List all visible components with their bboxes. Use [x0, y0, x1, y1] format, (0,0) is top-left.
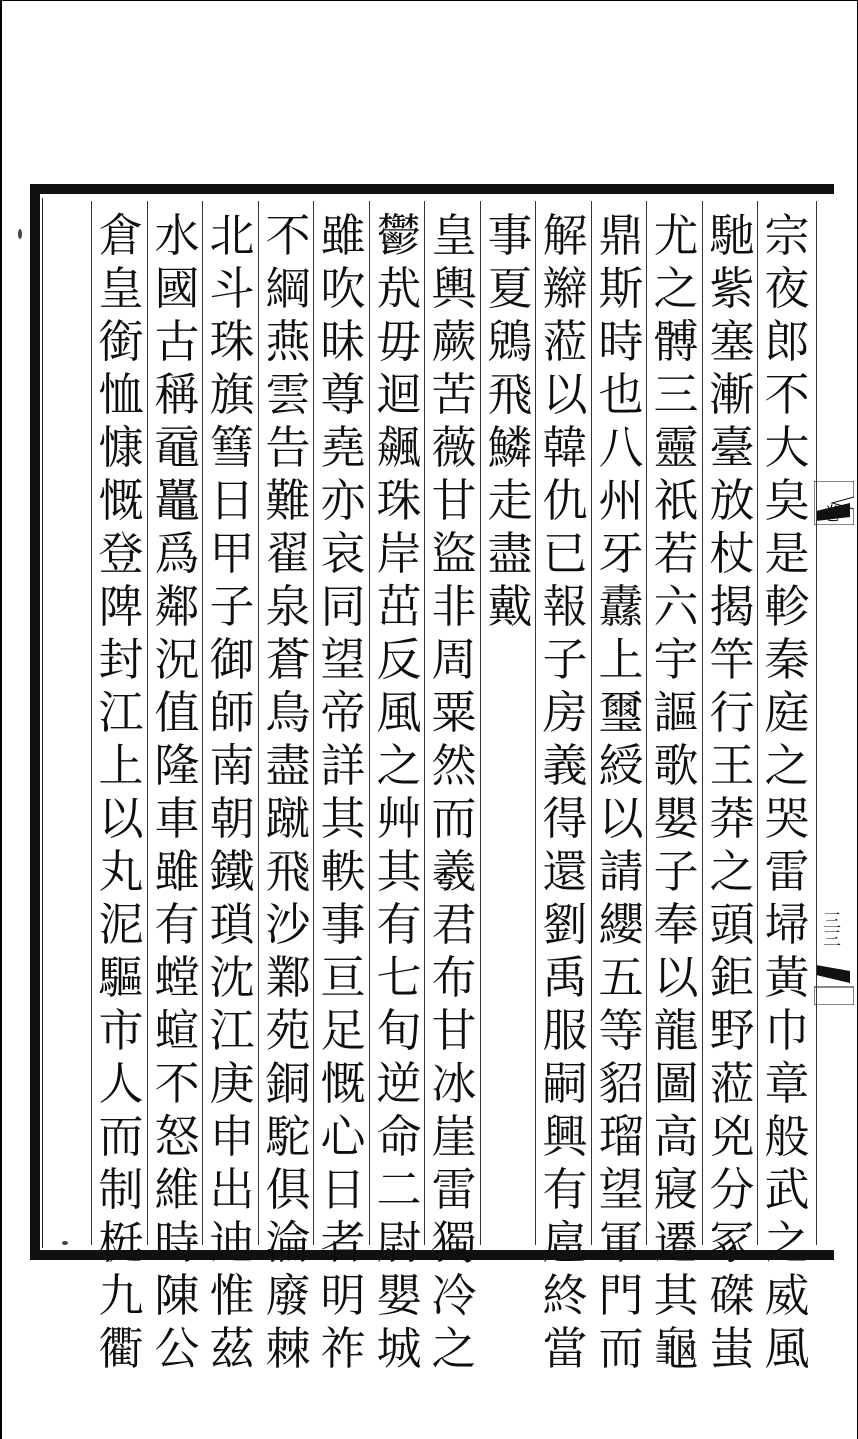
- glyph: 泉: [265, 580, 311, 633]
- glyph: 陴: [98, 580, 144, 633]
- glyph: 牙: [598, 527, 644, 580]
- glyph: 輿: [431, 262, 477, 315]
- glyph: 纛: [598, 580, 644, 633]
- glyph: 庭: [764, 686, 810, 739]
- glyph: 梃: [98, 1216, 144, 1269]
- glyph: 般: [764, 1110, 810, 1163]
- glyph: 兇: [709, 1110, 755, 1163]
- glyph: 而: [98, 1110, 144, 1163]
- glyph: 行: [709, 686, 755, 739]
- glyph: 以: [542, 368, 588, 421]
- glyph: 羲: [431, 845, 477, 898]
- glyph: 制: [98, 1163, 144, 1216]
- glyph: 篲: [209, 421, 255, 474]
- glyph: 謳: [653, 686, 699, 739]
- glyph: 飆: [376, 421, 422, 474]
- glyph: 之: [376, 739, 422, 792]
- glyph: 黃: [764, 951, 810, 1004]
- glyph: 同: [320, 580, 366, 633]
- glyph: 綱: [265, 262, 311, 315]
- glyph: 望: [320, 633, 366, 686]
- glyph: 慨: [98, 474, 144, 527]
- glyph: 廢: [265, 1269, 311, 1322]
- glyph: 駝: [265, 1110, 311, 1163]
- ink-speck: [62, 1241, 68, 1245]
- glyph: 車: [154, 792, 200, 845]
- glyph: 六: [653, 580, 699, 633]
- glyph: 貂: [598, 1057, 644, 1110]
- text-column: [481, 209, 539, 1239]
- glyph: 旬: [376, 1004, 422, 1057]
- glyph: 南: [209, 739, 255, 792]
- glyph: 珠: [209, 315, 255, 368]
- glyph: 棘: [265, 1322, 311, 1375]
- glyph: 㢤: [376, 262, 422, 315]
- glyph: 堯: [320, 421, 366, 474]
- glyph: 俱: [265, 1163, 311, 1216]
- glyph: 飛: [265, 845, 311, 898]
- glyph: 告: [265, 421, 311, 474]
- section-mark: 卷: [823, 504, 841, 525]
- glyph: 非: [431, 580, 477, 633]
- glyph: 有: [154, 898, 200, 951]
- glyph: 嬰: [653, 792, 699, 845]
- glyph: 杖: [709, 527, 755, 580]
- glyph: 鄰: [154, 580, 200, 633]
- glyph: 義: [542, 739, 588, 792]
- text-column: [92, 209, 150, 1375]
- text-column: [203, 209, 261, 1375]
- glyph: 祚: [320, 1322, 366, 1375]
- glyph: 泥: [98, 898, 144, 951]
- glyph: 倉: [98, 209, 144, 262]
- glyph: 國: [154, 262, 200, 315]
- column-rule: [816, 201, 817, 1245]
- glyph: 鼉: [154, 474, 200, 527]
- glyph: 申: [209, 1110, 255, 1163]
- glyph: 事: [320, 898, 366, 951]
- glyph: 時: [598, 315, 644, 368]
- glyph: 驅: [98, 951, 144, 1004]
- glyph: 門: [598, 1269, 644, 1322]
- glyph: 子: [542, 633, 588, 686]
- glyph: 沈: [209, 951, 255, 1004]
- glyph: 分: [709, 1163, 755, 1216]
- glyph: 以: [653, 951, 699, 1004]
- glyph: 嗣: [542, 1057, 588, 1110]
- glyph: 龍: [653, 1004, 699, 1057]
- glyph: 時: [154, 1216, 200, 1269]
- glyph: 之: [764, 1216, 810, 1269]
- glyph: 銜: [98, 315, 144, 368]
- glyph: 郎: [764, 315, 810, 368]
- glyph: 龜: [653, 1322, 699, 1375]
- glyph: 也: [598, 368, 644, 421]
- glyph: 若: [653, 527, 699, 580]
- glyph: 日: [209, 474, 255, 527]
- glyph: 不: [154, 1057, 200, 1110]
- glyph: 稱: [154, 368, 200, 421]
- glyph: 陳: [154, 1269, 200, 1322]
- glyph: 請: [598, 845, 644, 898]
- glyph: 上: [598, 633, 644, 686]
- glyph: 大: [764, 421, 810, 474]
- glyph: 頭: [709, 898, 755, 951]
- glyph: 斗: [209, 262, 255, 315]
- glyph: 八: [598, 421, 644, 474]
- glyph: 雖: [320, 209, 366, 262]
- glyph: 扈: [542, 1216, 588, 1269]
- text-column: [536, 209, 594, 1375]
- glyph: 是: [764, 527, 810, 580]
- glyph: 慨: [320, 1057, 366, 1110]
- glyph: 其: [653, 1269, 699, 1322]
- glyph: 君: [431, 898, 477, 951]
- glyph: 蕨: [431, 315, 477, 368]
- text-column: [425, 209, 483, 1375]
- glyph: 禹: [542, 951, 588, 1004]
- glyph: 鱗: [487, 421, 533, 474]
- glyph: 服: [542, 1004, 588, 1057]
- glyph: 三: [653, 368, 699, 421]
- glyph: 斯: [598, 262, 644, 315]
- text-column: [758, 209, 816, 1375]
- glyph: 㚖: [764, 474, 810, 527]
- glyph: 薇: [431, 421, 477, 474]
- glyph: 竿: [709, 633, 755, 686]
- glyph: 亦: [320, 474, 366, 527]
- glyph: 周: [431, 633, 477, 686]
- glyph: 爲: [154, 527, 200, 580]
- glyph: 心: [320, 1110, 366, 1163]
- glyph: 高: [653, 1110, 699, 1163]
- glyph: 岸: [376, 527, 422, 580]
- glyph: 粟: [431, 686, 477, 739]
- glyph: 威: [764, 1269, 810, 1322]
- glyph: 旗: [209, 368, 255, 421]
- glyph: 苦: [431, 368, 477, 421]
- glyph: 隆: [154, 739, 200, 792]
- glyph: 飛: [487, 368, 533, 421]
- glyph: 之: [431, 1322, 477, 1375]
- glyph: 難: [265, 474, 311, 527]
- glyph: 軍: [598, 1216, 644, 1269]
- glyph: 盡: [265, 739, 311, 792]
- glyph: 甲: [209, 527, 255, 580]
- glyph: 紫: [709, 262, 755, 315]
- glyph: 布: [431, 951, 477, 1004]
- glyph: 亘: [320, 951, 366, 1004]
- glyph: 沙: [265, 898, 311, 951]
- glyph: 已: [542, 527, 588, 580]
- fishtail-mark-lower: [814, 961, 854, 1005]
- glyph: 日: [320, 1163, 366, 1216]
- glyph: 蒞: [542, 315, 588, 368]
- glyph: 磔: [709, 1269, 755, 1322]
- glyph: 不: [265, 209, 311, 262]
- glyph: 尊: [320, 368, 366, 421]
- glyph: 鼎: [598, 209, 644, 262]
- glyph: 鬱: [376, 209, 422, 262]
- glyph: 茲: [209, 1322, 255, 1375]
- glyph: 有: [376, 898, 422, 951]
- text-column: [259, 209, 317, 1375]
- glyph: 馳: [709, 209, 755, 262]
- glyph: 市: [98, 1004, 144, 1057]
- glyph: 揭: [709, 580, 755, 633]
- glyph: 蹴: [265, 792, 311, 845]
- glyph: 值: [154, 686, 200, 739]
- glyph: 祇: [653, 474, 699, 527]
- glyph: 反: [376, 633, 422, 686]
- glyph: 足: [320, 1004, 366, 1057]
- glyph: 珠: [376, 474, 422, 527]
- glyph: 之: [764, 739, 810, 792]
- glyph: 尤: [653, 209, 699, 262]
- glyph: 終: [542, 1269, 588, 1322]
- glyph: 翟: [265, 527, 311, 580]
- glyph: 甘: [431, 1004, 477, 1057]
- glyph: 蝖: [154, 1004, 200, 1057]
- glyph: 靈: [653, 421, 699, 474]
- glyph: 等: [598, 1004, 644, 1057]
- glyph: 奉: [653, 898, 699, 951]
- glyph: 辮: [542, 262, 588, 315]
- column-rule: [91, 201, 92, 1245]
- glyph: 逆: [376, 1057, 422, 1110]
- glyph: 螳: [154, 951, 200, 1004]
- glyph: 皇: [98, 262, 144, 315]
- glyph: 慷: [98, 421, 144, 474]
- glyph: 子: [653, 845, 699, 898]
- glyph: 皇: [431, 209, 477, 262]
- glyph: 者: [320, 1216, 366, 1269]
- glyph: 怒: [154, 1110, 200, 1163]
- glyph: 夏: [487, 262, 533, 315]
- glyph: 庚: [209, 1057, 255, 1110]
- glyph: 公: [154, 1322, 200, 1375]
- glyph: 章: [764, 1057, 810, 1110]
- glyph: 埽: [764, 898, 810, 951]
- glyph: 以: [598, 792, 644, 845]
- glyph: 子: [209, 580, 255, 633]
- glyph: 戴: [487, 580, 533, 633]
- glyph: 風: [376, 686, 422, 739]
- glyph: 圖: [653, 1057, 699, 1110]
- glyph: 仇: [542, 474, 588, 527]
- glyph: 有: [542, 1163, 588, 1216]
- glyph: 二: [376, 1163, 422, 1216]
- glyph: 雲: [265, 368, 311, 421]
- glyph: 走: [487, 474, 533, 527]
- glyph: 然: [431, 739, 477, 792]
- glyph: 軼: [320, 845, 366, 898]
- glyph: 州: [598, 474, 644, 527]
- glyph: 況: [154, 633, 200, 686]
- glyph: 御: [209, 633, 255, 686]
- glyph: 人: [98, 1057, 144, 1110]
- glyph: 封: [98, 633, 144, 686]
- glyph: 鉅: [709, 951, 755, 1004]
- glyph: 瑠: [598, 1110, 644, 1163]
- glyph: 得: [542, 792, 588, 845]
- glyph: 鄴: [265, 951, 311, 1004]
- glyph: 吹: [320, 262, 366, 315]
- folio-number: 三三: [823, 911, 841, 950]
- glyph: 鳥: [265, 686, 311, 739]
- glyph: 解: [542, 209, 588, 262]
- glyph: 而: [598, 1322, 644, 1375]
- glyph: 莽: [709, 792, 755, 845]
- glyph: 維: [154, 1163, 200, 1216]
- glyph: 茁: [376, 580, 422, 633]
- glyph: 蒞: [709, 1057, 755, 1110]
- glyph: 黿: [154, 421, 200, 474]
- glyph: 登: [98, 527, 144, 580]
- glyph: 苑: [265, 1004, 311, 1057]
- glyph: 冰: [431, 1057, 477, 1110]
- glyph: 哀: [320, 527, 366, 580]
- glyph: 宗: [764, 209, 810, 262]
- glyph: 劉: [542, 898, 588, 951]
- glyph: 髆: [653, 315, 699, 368]
- glyph: 瑣: [209, 898, 255, 951]
- glyph: 纓: [598, 898, 644, 951]
- glyph: 軫: [764, 580, 810, 633]
- glyph: 冢: [709, 1216, 755, 1269]
- glyph: 水: [154, 209, 200, 262]
- glyph: 崖: [431, 1110, 477, 1163]
- glyph: 古: [154, 315, 200, 368]
- glyph: 其: [376, 845, 422, 898]
- glyph: 還: [542, 845, 588, 898]
- glyph: 江: [209, 1004, 255, 1057]
- glyph: 迪: [209, 1216, 255, 1269]
- glyph: 盡: [487, 527, 533, 580]
- glyph: 以: [98, 792, 144, 845]
- glyph: 當: [542, 1322, 588, 1375]
- glyph: 惟: [209, 1269, 255, 1322]
- glyph: 野: [709, 1004, 755, 1057]
- glyph: 鐵: [209, 845, 255, 898]
- glyph: 宇: [653, 633, 699, 686]
- glyph: 朝: [209, 792, 255, 845]
- glyph: 璽: [598, 686, 644, 739]
- glyph: 興: [542, 1110, 588, 1163]
- glyph: 王: [709, 739, 755, 792]
- glyph: 迴: [376, 368, 422, 421]
- glyph: 詳: [320, 739, 366, 792]
- glyph: 其: [320, 792, 366, 845]
- glyph: 燕: [265, 315, 311, 368]
- ink-speck: [18, 229, 22, 239]
- glyph: 北: [209, 209, 255, 262]
- glyph: 蒼: [265, 633, 311, 686]
- glyph: 望: [598, 1163, 644, 1216]
- glyph: 雖: [154, 845, 200, 898]
- glyph: 報: [542, 580, 588, 633]
- glyph: 出: [209, 1163, 255, 1216]
- glyph: 雷: [431, 1163, 477, 1216]
- glyph: 秦: [764, 633, 810, 686]
- text-column: [148, 209, 206, 1375]
- glyph: 毋: [376, 315, 422, 368]
- glyph: 丸: [98, 845, 144, 898]
- glyph: 風: [764, 1322, 810, 1375]
- glyph: 蚩: [709, 1322, 755, 1375]
- glyph: 哭: [764, 792, 810, 845]
- glyph: 師: [209, 686, 255, 739]
- text-column: [592, 209, 650, 1375]
- glyph: 漸: [709, 368, 755, 421]
- glyph: 城: [376, 1322, 422, 1375]
- text-column: [370, 209, 428, 1375]
- glyph: 甘: [431, 474, 477, 527]
- glyph: 七: [376, 951, 422, 1004]
- glyph: 臺: [709, 421, 755, 474]
- glyph: 五: [598, 951, 644, 1004]
- glyph: 武: [764, 1163, 810, 1216]
- text-column: [703, 209, 761, 1375]
- glyph: 塞: [709, 315, 755, 368]
- glyph: 尉: [376, 1216, 422, 1269]
- glyph: 遷: [653, 1216, 699, 1269]
- glyph: 之: [653, 262, 699, 315]
- glyph: 恤: [98, 368, 144, 421]
- glyph: 鶂: [487, 315, 533, 368]
- glyph: 帝: [320, 686, 366, 739]
- glyph: 艸: [376, 792, 422, 845]
- glyph: 夜: [764, 262, 810, 315]
- glyph: 昧: [320, 315, 366, 368]
- glyph: 命: [376, 1110, 422, 1163]
- glyph: 而: [431, 792, 477, 845]
- glyph: 冷: [431, 1269, 477, 1322]
- text-column: [647, 209, 705, 1375]
- glyph: 雷: [764, 845, 810, 898]
- glyph: 房: [542, 686, 588, 739]
- glyph: 淪: [265, 1216, 311, 1269]
- text-column: [314, 209, 372, 1375]
- glyph: 獨: [431, 1216, 477, 1269]
- glyph: 盜: [431, 527, 477, 580]
- glyph: 不: [764, 368, 810, 421]
- glyph: 上: [98, 739, 144, 792]
- glyph: 江: [98, 686, 144, 739]
- glyph: 事: [487, 209, 533, 262]
- glyph: 九: [98, 1269, 144, 1322]
- glyph: 嬰: [376, 1269, 422, 1322]
- glyph: 韓: [542, 421, 588, 474]
- glyph: 綬: [598, 739, 644, 792]
- glyph: 放: [709, 474, 755, 527]
- glyph: 歌: [653, 739, 699, 792]
- glyph: 銅: [265, 1057, 311, 1110]
- glyph: 衢: [98, 1322, 144, 1375]
- glyph: 之: [709, 845, 755, 898]
- glyph: 巾: [764, 1004, 810, 1057]
- glyph: 寢: [653, 1163, 699, 1216]
- glyph: 明: [320, 1269, 366, 1322]
